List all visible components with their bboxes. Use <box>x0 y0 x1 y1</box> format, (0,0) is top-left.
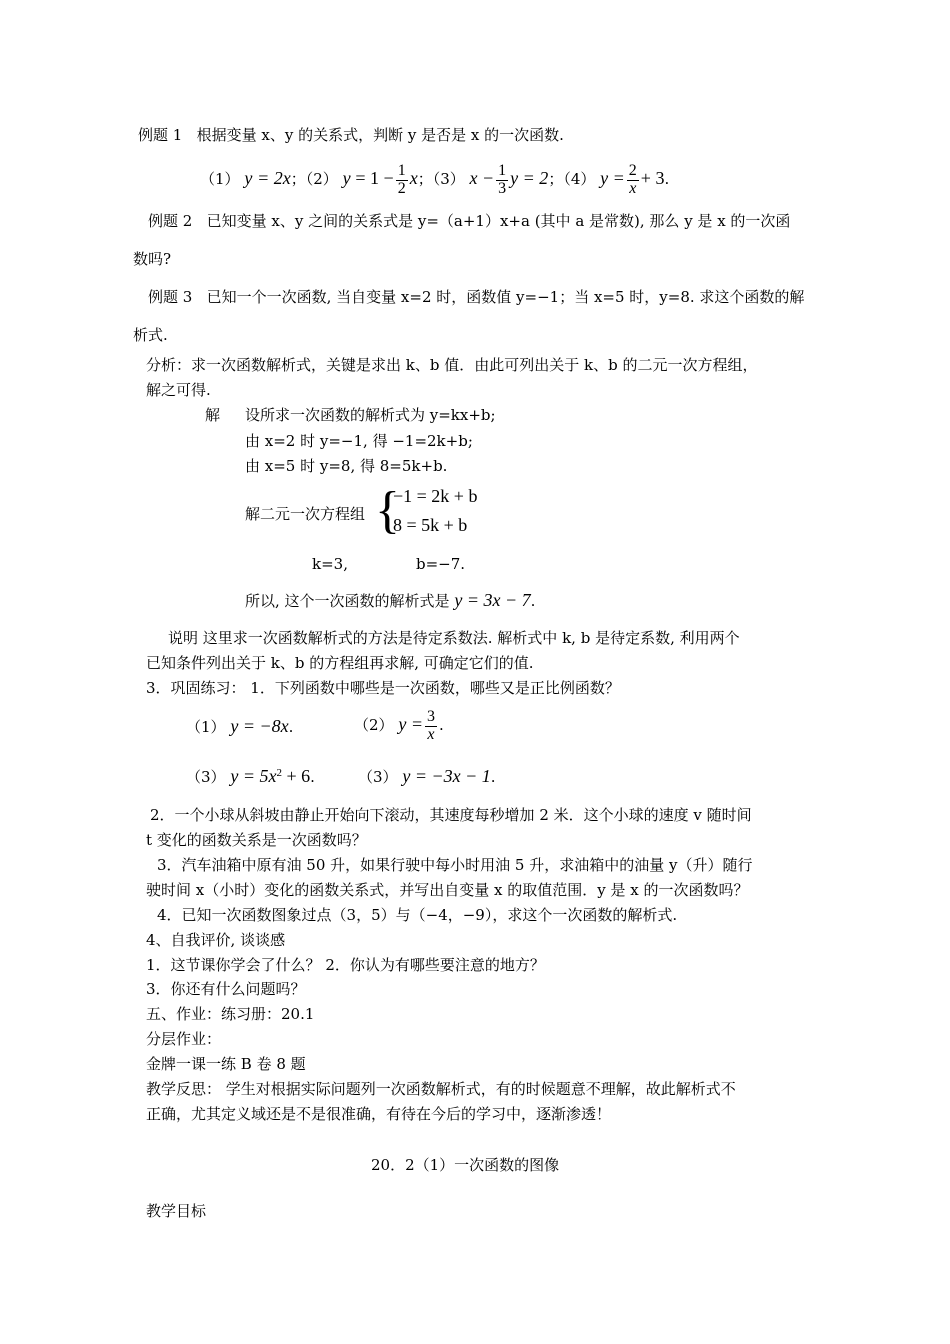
homework-line-3: 金牌一课一练 B 卷 8 题 <box>146 1055 306 1073</box>
practice-4-formula: y = −3x − 1 <box>402 766 491 786</box>
example-2-line-2: 数吗? <box>133 250 172 268</box>
solution-line-2: 由 x=2 时 y=−1, 得 −1=2k+b; <box>245 432 473 450</box>
item-2-label: （2） <box>305 170 338 188</box>
example-2-text: 已知变量 x、y 之间的关系式是 y=（a+1）x+a (其中 a 是常数), 那么 y 是 x 的一次函 <box>206 212 791 230</box>
review-line-2: 3．你还有什么问题吗？ <box>146 980 306 998</box>
review-heading: 4、自我评价, 谈谈感 <box>146 931 286 949</box>
system-eq-2: 8 = 5k + b <box>393 515 468 535</box>
system-eq-1: −1 = 2k + b <box>393 486 478 506</box>
example-1-text: 根据变量 x、y 的关系式，判断 y 是否是 x 的一次函数. <box>196 126 564 144</box>
practice-3-exponent: 2 <box>276 767 282 779</box>
note-line-1: 说明 这里求一次函数解析式的方法是待定系数法. 解析式中 k, b 是待定系数, 利用两个 <box>168 629 740 647</box>
homework-line-2: 分层作业： <box>146 1030 222 1048</box>
practice-item-3: （3） $y = 5x^2 + 6$. <box>186 766 315 786</box>
question-4: 4．已知一次函数图象过点（3，5）与（−4，−9），求这个一次函数的解析式. <box>157 906 678 924</box>
item-3-den: 3 <box>498 179 507 197</box>
practice-3-formula: y = 5x <box>230 766 277 786</box>
item-4-sep: . <box>664 170 670 188</box>
example-1-items <box>200 158 669 199</box>
solution-k: k=3, <box>312 555 348 573</box>
practice-heading: 3．巩固练习： 1．下列函数中哪些是一次函数，哪些又是正比例函数？ <box>146 679 620 697</box>
item-4-post: + 3 <box>640 168 665 188</box>
homework-line-1: 五、作业：练习册：20.1 <box>146 1005 315 1023</box>
item-1-label: （1） <box>200 170 240 188</box>
example-3-line-2: 析式. <box>133 326 168 344</box>
practice-2-den: x <box>427 725 435 743</box>
item-2-sep: ； <box>417 170 433 188</box>
example-1-title: 例题 1 <box>138 126 183 144</box>
practice-2-num: 3 <box>426 707 435 725</box>
example-2-line-1 <box>148 212 790 230</box>
question-2-line-1: 2．一个小球从斜坡由静止开始向下滚动，其速度每秒增加 2 米．这个小球的速度 v 随时间 <box>150 806 752 824</box>
example-3-title: 例题 3 <box>148 288 193 306</box>
example-3-line-1 <box>148 288 804 306</box>
item-3-label: （3） <box>432 170 465 188</box>
item-2-fraction <box>396 163 408 198</box>
conclusion-text: 所以, 这个一次函数的解析式是 <box>245 592 450 610</box>
conclusion-formula: y = 3x − 7 <box>454 590 531 610</box>
practice-4-label: （3） <box>358 768 398 786</box>
section-title: 20．2（1）一次函数的图像 <box>371 1156 560 1174</box>
reflection-line-2: 正确，尤其定义域还是不是很准确，有待在今后的学习中，逐渐渗透！ <box>146 1105 612 1123</box>
item-3-lhs: x − <box>469 168 495 188</box>
item-4-num: 2 <box>628 161 637 179</box>
practice-1-label: （1） <box>186 718 226 736</box>
example-1-line <box>138 126 564 144</box>
practice-1-formula: y = −8x <box>230 716 289 736</box>
question-3-line-2: 驶时间 x（小时）变化的函数关系式，并写出自变量 x 的取值范围．y 是 x 的一次函数吗？ <box>146 881 749 899</box>
solution-conclusion <box>245 590 535 612</box>
reflection-line-1: 教学反思： 学生对根据实际问题列一次函数解析式，有的时候题意不理解，故此解析式不 <box>146 1080 736 1098</box>
item-2-lhs: y <box>342 168 351 188</box>
question-3-line-1: 3．汽车油箱中原有油 50 升，如果行驶中每小时用油 5 升，求油箱中的油量 y（升）随行 <box>157 856 753 874</box>
item-1-rhs: = 2x <box>257 168 291 188</box>
practice-2-label: （2） <box>354 716 394 734</box>
item-1-lhs: y <box>244 168 253 188</box>
practice-2-lhs: y = <box>398 714 423 734</box>
example-2-title: 例题 2 <box>148 212 193 230</box>
system-brace: { <box>375 482 400 539</box>
note-line-2: 已知条件列出关于 k、b 的方程组再求解, 可确定它们的值. <box>146 654 534 672</box>
solution-b: b=−7. <box>416 555 466 573</box>
item-3-fraction <box>496 163 508 198</box>
item-2-post: x <box>409 168 418 188</box>
item-4-den: x <box>629 179 637 197</box>
item-2-num: 1 <box>397 161 406 179</box>
item-3-sep: ； <box>548 170 564 188</box>
practice-item-1: （1） y = −8x. <box>186 716 294 736</box>
item-2-den: 2 <box>397 179 406 197</box>
analysis-line-1: 分析：求一次函数解析式，关键是求出 k、b 值．由此可列出关于 k、b 的二元一次方程组， <box>146 356 758 374</box>
example-3-text: 已知一个一次函数, 当自变量 x=2 时，函数值 y=−1；当 x=5 时，y=8. 求这个函数的解 <box>206 288 805 306</box>
item-2-pre: = 1 − <box>355 168 394 188</box>
objective-heading: 教学目标 <box>146 1202 207 1220</box>
solution-line-1: 设所求一次函数的解析式为 y=kx+b; <box>245 406 496 424</box>
question-2-line-2: t 变化的函数关系是一次函数吗？ <box>146 831 367 849</box>
item-1-sep: ； <box>290 170 306 188</box>
item-3-post: y = 2 <box>510 168 549 188</box>
conclusion-end: . <box>530 592 536 610</box>
solution-line-3: 由 x=5 时 y=8, 得 8=5k+b. <box>245 457 448 475</box>
practice-3-end: + 6 <box>281 766 311 786</box>
system-label: 解二元一次方程组 <box>245 505 366 523</box>
practice-item-2: （2） y = $\frac{3}{x}$ . <box>354 707 444 743</box>
item-4-fraction <box>627 163 639 198</box>
item-4-lhs: y = <box>600 168 625 188</box>
analysis-line-2: 解之可得. <box>146 381 211 399</box>
review-line-1: 1．这节课你学会了什么？ 2．你认为有哪些要注意的地方？ <box>146 956 545 974</box>
item-3-num: 1 <box>498 161 507 179</box>
item-4-label: （4） <box>563 170 596 188</box>
practice-item-4: （3） y = −3x − 1. <box>358 766 496 786</box>
practice-2-fraction <box>425 709 437 744</box>
practice-3-label: （3） <box>186 768 226 786</box>
solution-label: 解 <box>205 406 221 424</box>
